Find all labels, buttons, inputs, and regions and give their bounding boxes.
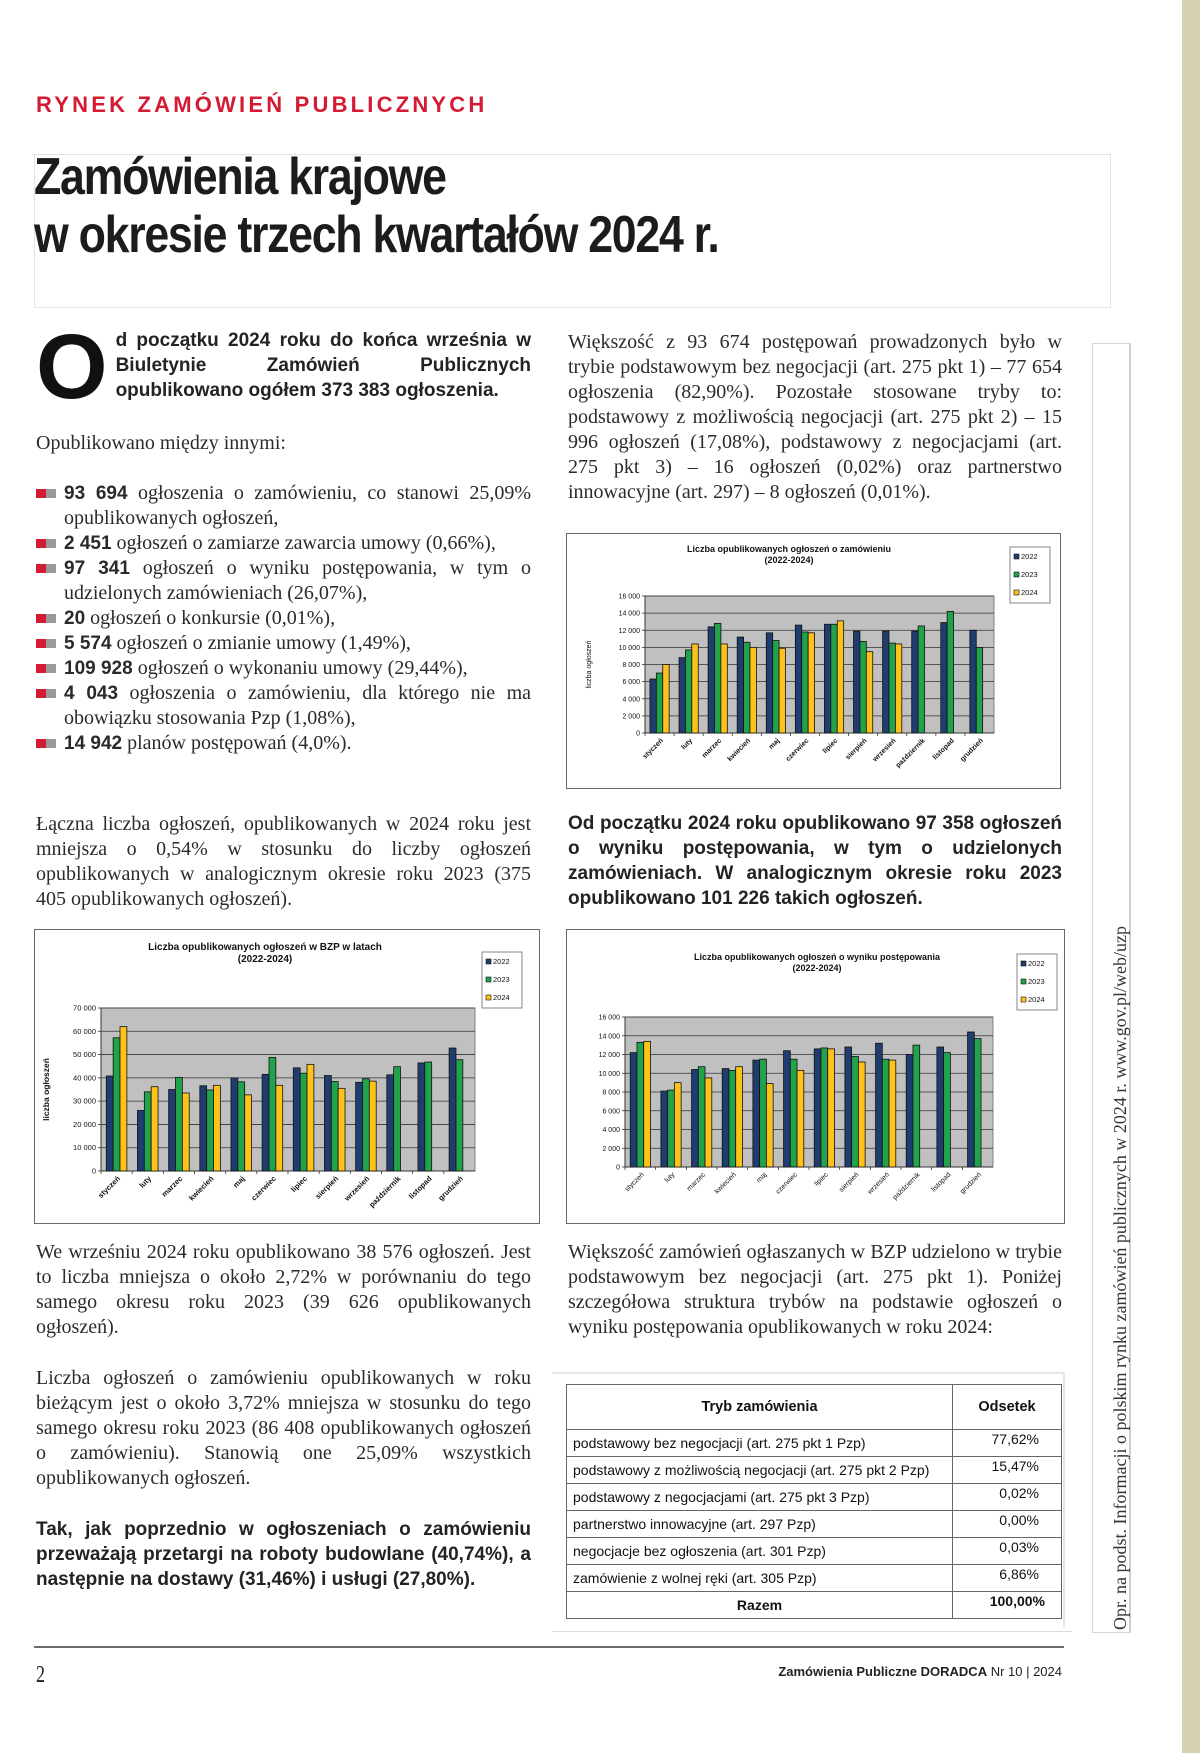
y-tick-label: 50 000: [73, 1050, 96, 1060]
bar-2023-listopad: [944, 1053, 951, 1167]
bar-2023-lipiec: [821, 1048, 828, 1167]
x-tick-label: styczeń: [96, 1174, 122, 1200]
bar-2022-październik: [906, 1055, 913, 1168]
bar-2024-maj: [245, 1095, 252, 1171]
issue-number: Nr 10 | 2024: [987, 1664, 1062, 1679]
x-tick-label: lipiec: [289, 1174, 309, 1194]
x-tick-label: styczeń: [624, 1171, 646, 1194]
x-tick-label: styczeń: [641, 737, 665, 761]
legend-label: 2023: [1021, 570, 1038, 579]
table-row: [567, 1511, 1062, 1538]
y-axis-label: liczba ogłoszeń: [41, 1058, 51, 1121]
bar-2023-kwiecień: [744, 642, 750, 733]
bar-2022-marzec: [708, 627, 714, 733]
bar-2022-luty: [137, 1110, 144, 1171]
y-tick-label: 2 000: [602, 1145, 620, 1153]
bar-2023-październik: [913, 1045, 920, 1167]
legend-label: 2022: [1028, 959, 1045, 968]
y-tick-label: 0: [636, 730, 640, 738]
y-axis-label: liczba ogłoszeń: [586, 640, 593, 689]
x-tick-label: czerwiec: [249, 1174, 278, 1203]
chart-subtitle: (2022-2024): [237, 954, 293, 965]
chart-title: Liczba opublikowanych ogłoszeń o zamówieniu: [686, 544, 892, 554]
footer-rule: [34, 1646, 1064, 1648]
bar-2023-sierpień: [331, 1082, 338, 1171]
x-tick-label: listopad: [931, 737, 956, 762]
bar-2023-maj: [773, 641, 779, 733]
bar-2024-marzec: [705, 1078, 712, 1167]
legend-label: 2022: [493, 957, 510, 966]
procurement-mode-table: [566, 1384, 1062, 1619]
mode-cell: podstawowy z możliwością negocjacji (art. 275 pkt 2 Pzp): [567, 1457, 953, 1484]
stat-number: 5 574: [64, 633, 112, 654]
y-tick-label: 10 000: [618, 644, 640, 652]
bar-2023-październik: [918, 626, 924, 733]
table-row: [567, 1430, 1062, 1457]
bar-2023-październik: [394, 1067, 401, 1171]
bar-2022-lipiec: [814, 1049, 821, 1167]
x-tick-label: lipiec: [821, 737, 840, 756]
bar-2023-maj: [760, 1059, 767, 1167]
y-tick-label: 0: [616, 1164, 620, 1172]
y-tick-label: 0: [91, 1166, 96, 1176]
x-tick-label: wrzesień: [866, 1171, 892, 1196]
chart-subtitle: (2022-2024): [792, 963, 842, 973]
drop-cap: O: [36, 316, 108, 418]
page-edge-strip: [1182, 0, 1200, 1753]
table-row: [567, 1457, 1062, 1484]
bar-2024-luty: [151, 1087, 158, 1171]
bar-2022-kwiecień: [737, 637, 743, 733]
bar-2022-wrzesień: [356, 1082, 363, 1171]
stat-description: ogłoszeń o konkursie (0,01%),: [85, 607, 336, 629]
bar-2023-czerwiec: [790, 1059, 797, 1167]
bar-2022-marzec: [692, 1070, 699, 1168]
y-tick-label: 12 000: [598, 1052, 620, 1059]
x-tick-label: maj: [231, 1174, 247, 1190]
bar-2023-marzec: [715, 623, 721, 733]
bar-2024-styczeń: [644, 1041, 651, 1167]
x-tick-label: luty: [663, 1171, 677, 1185]
bar-2024-marzec: [721, 644, 727, 733]
bar-2023-luty: [668, 1090, 675, 1167]
y-tick-label: 6 000: [622, 679, 640, 687]
bar-2023-wrzesień: [362, 1079, 369, 1171]
legend-label: 2023: [493, 975, 510, 984]
bar-2024-styczeń: [120, 1027, 127, 1171]
x-tick-label: luty: [680, 737, 695, 752]
bar-2022-październik: [387, 1075, 394, 1171]
x-tick-label: maj: [767, 737, 782, 751]
legend-label: 2022: [1021, 552, 1038, 561]
bar-2024-sierpień: [866, 652, 872, 733]
x-tick-label: luty: [137, 1174, 154, 1190]
page-number: 2: [36, 1662, 45, 1688]
y-tick-label: 12 000: [618, 627, 640, 635]
legend-swatch-2023: [1021, 979, 1026, 984]
header-mode: Tryb zamówienia: [567, 1385, 953, 1430]
bullet-square-icon: [36, 539, 56, 548]
legend-label: 2024: [493, 993, 510, 1002]
x-tick-label: marzec: [685, 1171, 708, 1193]
stat-description: ogłoszeń o wykonaniu umowy (29,44%),: [132, 657, 468, 679]
x-tick-label: sierpień: [313, 1174, 341, 1201]
x-tick-label: wrzesień: [871, 737, 898, 764]
bar-2024-czerwiec: [808, 633, 814, 733]
stat-list-item: [36, 731, 531, 756]
bar-2023-kwiecień: [207, 1090, 214, 1171]
x-tick-label: grudzień: [436, 1174, 465, 1203]
chart-wyniki: [566, 929, 1065, 1224]
bar-2023-czerwiec: [802, 632, 808, 733]
bar-2022-styczeń: [106, 1076, 113, 1171]
september-paragraph: We wrześniu 2024 roku opublikowano 38 576 ogłoszeń. Jest to liczba mniejsza o około 2,72% w porównaniu do tego samego okresu roku 2023 (39 626 opublikowanych ogłoszeń).: [36, 1241, 531, 1338]
stat-list-item: [36, 481, 531, 531]
bar-2022-luty: [661, 1091, 668, 1167]
y-tick-label: 4 000: [602, 1127, 620, 1134]
bar-2023-lipiec: [300, 1073, 307, 1171]
bar-2024-wrzesień: [895, 644, 901, 733]
x-tick-label: czerwiec: [784, 737, 811, 764]
bar-2023-kwiecień: [729, 1070, 736, 1167]
mode-cell: podstawowy bez negocjacji (art. 275 pkt 1 Pzp): [567, 1430, 953, 1457]
chart-bzp: [34, 929, 540, 1224]
share-cell: 0,00%: [953, 1511, 1062, 1538]
y-tick-label: 4 000: [622, 696, 640, 704]
stat-list-item: [36, 531, 531, 556]
bar-2023-sierpień: [852, 1056, 859, 1167]
bar-2022-lipiec: [293, 1068, 300, 1171]
bar-2024-maj: [766, 1084, 773, 1167]
bar-2023-wrzesień: [882, 1059, 889, 1167]
title-line-2: w okresie trzech kwartałów 2024 r.: [34, 206, 719, 264]
table-total-row: [567, 1592, 1062, 1619]
mode-cell: negocjacje bez ogłoszenia (art. 301 Pzp): [567, 1538, 953, 1565]
bar-2024-luty: [674, 1083, 681, 1167]
bar-2023-listopad: [425, 1062, 432, 1171]
bullet-square-icon: [36, 689, 56, 698]
bullet-square-icon: [36, 614, 56, 623]
bar-2024-lipiec: [307, 1064, 314, 1171]
stat-list-item: [36, 656, 531, 681]
bar-2024-kwiecień: [214, 1085, 221, 1171]
bar-2022-czerwiec: [262, 1074, 269, 1171]
y-tick-label: 6 000: [602, 1108, 620, 1116]
bar-2024-czerwiec: [276, 1085, 283, 1171]
section-kicker: RYNEK ZAMÓWIEŃ PUBLICZNYCH: [36, 92, 488, 117]
intro-text: Opublikowano między innymi:: [36, 432, 286, 454]
bold-summary-paragraph: Tak, jak poprzednio w ogłoszeniach o zamówieniu przeważają przetargi na roboty budowlane (40,74%), a następnie na dostawy (31,46%) i usługi (27,80%).: [36, 1519, 531, 1590]
y-tick-label: 20 000: [73, 1119, 96, 1129]
stat-number: 14 942: [64, 733, 123, 754]
x-tick-label: grudzień: [959, 1171, 984, 1196]
x-tick-label: październik: [367, 1174, 403, 1210]
bar-2022-czerwiec: [784, 1051, 791, 1167]
stat-number: 109 928: [64, 658, 133, 679]
bullet-square-icon: [36, 664, 56, 673]
table-row: [567, 1484, 1062, 1511]
bar-2022-maj: [766, 633, 772, 733]
table-header-row: [567, 1385, 1062, 1430]
mode-cell: podstawowy z negocjacjami (art. 275 pkt 3 Pzp): [567, 1484, 953, 1511]
bar-2024-styczeń: [663, 665, 669, 734]
share-cell: 15,47%: [953, 1457, 1062, 1484]
bar-2022-sierpień: [845, 1047, 852, 1167]
mode-cell: zamówienie z wolnej ręki (art. 305 Pzp): [567, 1565, 953, 1592]
bar-2024-wrzesień: [369, 1081, 376, 1171]
bar-2023-styczeń: [113, 1038, 120, 1171]
chart-title: Liczba opublikowanych ogłoszeń o wyniku postępowania: [693, 952, 941, 962]
bar-2022-sierpień: [324, 1076, 331, 1171]
bar-2024-kwiecień: [750, 647, 756, 733]
legend-swatch-2022: [1014, 554, 1019, 559]
source-note: Opr. na podst. Informacji o polskim rynku zamówień publicznych w 2024 r. www.gov.pl/web/uzp: [1110, 925, 1130, 1630]
y-tick-label: 16 000: [598, 1014, 620, 1022]
stat-list-item: [36, 631, 531, 656]
bar-2022-czerwiec: [795, 625, 801, 733]
y-tick-label: 60 000: [73, 1026, 96, 1036]
legend-label: 2023: [1028, 977, 1045, 986]
x-tick-label: marzec: [701, 737, 724, 760]
bar-2022-styczeń: [650, 679, 656, 733]
bar-2023-maj: [238, 1082, 245, 1171]
chart-subtitle: (2022-2024): [764, 555, 814, 565]
divider: [552, 1631, 1072, 1632]
bar-2024-sierpień: [858, 1062, 865, 1167]
bar-2023-czerwiec: [269, 1057, 276, 1171]
stat-description: ogłoszeń o zmianie umowy (1,49%),: [111, 632, 411, 654]
legend-label: 2024: [1028, 995, 1045, 1004]
bar-2022-sierpień: [854, 631, 860, 733]
legend-swatch-2024: [1021, 997, 1026, 1002]
bullet-square-icon: [36, 564, 56, 573]
x-tick-label: wrzesień: [342, 1174, 372, 1203]
x-tick-label: październik: [891, 1171, 922, 1202]
x-tick-label: marzec: [159, 1174, 185, 1199]
bar-2023-luty: [685, 650, 691, 733]
bar-2022-kwiecień: [722, 1069, 729, 1167]
stat-number: 2 451: [64, 533, 112, 554]
y-tick-label: 8 000: [602, 1089, 620, 1097]
x-tick-label: grudzień: [959, 737, 985, 764]
bar-2024-maj: [779, 648, 785, 733]
y-tick-label: 16 000: [618, 593, 640, 601]
x-tick-label: czerwiec: [774, 1171, 800, 1196]
bar-2022-listopad: [418, 1063, 425, 1171]
stat-description: planów postępowań (4,0%).: [122, 732, 352, 754]
share-cell: 0,03%: [953, 1538, 1062, 1565]
y-tick-label: 30 000: [73, 1096, 96, 1106]
bar-2024-wrzesień: [889, 1060, 896, 1167]
bar-2023-lipiec: [831, 624, 837, 733]
bar-2024-luty: [692, 644, 698, 733]
x-tick-label: kwiecień: [726, 737, 753, 764]
legend-swatch-2022: [486, 959, 491, 964]
stat-number: 93 694: [64, 483, 128, 504]
total-paragraph: Łączna liczba ogłoszeń, opublikowanych w 2024 roku jest mniejsza o 0,54% w stosunku do liczby ogłoszeń opublikowanych w analogicznym okresie roku 2023 (375 405 opublikowanych ogłoszeń).: [36, 813, 531, 910]
bar-2022-lipiec: [824, 624, 830, 733]
x-tick-label: listopad: [406, 1174, 434, 1201]
legend-swatch-2023: [486, 977, 491, 982]
magazine-name: Zamówienia Publiczne DORADCA: [778, 1664, 988, 1679]
bar-2022-styczeń: [630, 1053, 637, 1167]
bar-2023-marzec: [175, 1077, 182, 1171]
x-tick-label: lipiec: [813, 1171, 830, 1188]
bar-2022-grudzień: [970, 630, 976, 733]
stat-description: ogłoszeń o wyniku postępowania, w tym o udzielonych zamówieniach (26,07%),: [64, 557, 531, 604]
bar-2022-luty: [679, 658, 685, 733]
bar-2023-marzec: [698, 1067, 705, 1167]
bar-2022-listopad: [941, 623, 947, 733]
stat-description: ogłoszenia o zamówieniu, dla którego nie ma obowiązku stosowania Pzp (1,08%),: [64, 682, 532, 729]
bar-2024-lipiec: [828, 1049, 835, 1167]
article-title: [34, 148, 718, 264]
share-cell: 77,62%: [953, 1430, 1062, 1457]
total-value: 100,00%: [953, 1592, 1062, 1619]
bar-2022-grudzień: [449, 1048, 456, 1171]
bar-2023-styczeń: [637, 1042, 644, 1167]
x-tick-label: kwiecień: [187, 1174, 216, 1203]
legend-swatch-2023: [1014, 572, 1019, 577]
bar-2023-grudzień: [976, 647, 982, 733]
bullet-square-icon: [36, 639, 56, 648]
bar-2024-kwiecień: [736, 1067, 743, 1167]
stat-number: 97 341: [64, 558, 130, 579]
y-tick-label: 14 000: [598, 1033, 620, 1041]
bullet-square-icon: [36, 739, 56, 748]
stat-description: ogłoszenia o zamówieniu, co stanowi 25,09% opublikowanych ogłoszeń,: [64, 482, 531, 529]
legend-swatch-2022: [1021, 961, 1026, 966]
chart-zamowienia: [566, 533, 1061, 789]
bar-2024-lipiec: [837, 621, 843, 733]
bar-2022-wrzesień: [883, 631, 889, 733]
x-tick-label: sierpień: [838, 1171, 861, 1194]
x-tick-label: maj: [755, 1171, 769, 1185]
bar-2022-kwiecień: [200, 1086, 207, 1171]
table-row: [567, 1538, 1062, 1565]
lead-paragraph: [36, 316, 531, 418]
bar-2022-maj: [231, 1078, 238, 1171]
stat-list-item: [36, 681, 531, 731]
stats-list: [36, 481, 531, 756]
x-tick-label: listopad: [930, 1171, 953, 1194]
stat-description: ogłoszeń o zamiarze zawarcia umowy (0,66%),: [111, 532, 496, 554]
x-tick-label: kwiecień: [713, 1171, 738, 1196]
bar-2024-sierpień: [338, 1088, 345, 1171]
legend-label: 2024: [1021, 588, 1038, 597]
y-tick-label: 10 000: [73, 1143, 96, 1153]
bar-2023-grudzień: [974, 1039, 981, 1167]
bar-2023-wrzesień: [889, 643, 895, 733]
legend-swatch-2024: [1014, 590, 1019, 595]
share-cell: 6,86%: [953, 1565, 1062, 1592]
bullet-square-icon: [36, 489, 56, 498]
chart-title: Liczba opublikowanych ogłoszeń w BZP w latach: [148, 942, 382, 953]
y-tick-label: 10 000: [598, 1070, 620, 1078]
bar-2022-grudzień: [968, 1032, 975, 1167]
bar-2024-czerwiec: [797, 1070, 804, 1167]
lead-text: d początku 2024 roku do końca września w Biuletynie Zamówień Publicznych opublikowano ogółem 373 383 ogłoszenia.: [115, 330, 531, 401]
bar-2023-sierpień: [860, 641, 866, 733]
bar-2022-październik: [912, 631, 918, 733]
y-tick-label: 8 000: [622, 662, 640, 669]
y-tick-label: 2 000: [622, 713, 640, 721]
bar-2024-marzec: [182, 1093, 189, 1171]
header-share: Odsetek: [953, 1385, 1062, 1430]
bar-2023-grudzień: [456, 1060, 463, 1171]
stat-number: 4 043: [64, 683, 119, 704]
total-label: Razem: [567, 1592, 953, 1619]
stat-list-item: [36, 556, 531, 606]
title-line-1: Zamówienia krajowe: [34, 148, 446, 206]
orders-paragraph: Liczba ogłoszeń o zamówieniu opublikowanych w roku bieżącym jest o około 3,72% mniejsza w stosunku do tego samego okresu roku 2023 (86 408 opublikowanych ogłoszeń o zamówieniu). Stanowią one 25,09% wszystkich opublikowanych ogłoszeń.: [36, 1367, 531, 1489]
modes-paragraph: Większość z 93 674 postępowań prowadzonych było w trybie podstawowym bez negocjacji (art. 275 pkt 1) – 77 654 ogłoszenia (82,90%). Pozostałe stosowane tryby to: podstawowy z możliwością negocjacji (art. 275 pkt 2) – 15 996 ogłoszeń (17,08%), podstawowy z negocjacjami (art. 275 pkt 3) – 16 ogłoszeń (0,02%) oraz partnerstwo innowacyjne (art. 297) – 8 ogłoszeń (0,01%).: [568, 331, 1062, 503]
bar-2022-listopad: [937, 1047, 944, 1167]
bar-2023-luty: [144, 1092, 151, 1171]
bar-2022-marzec: [169, 1090, 176, 1172]
table-intro-paragraph: Większość zamówień ogłaszanych w BZP udzielono w trybie podstawowym bez negocjacji (art. 275 pkt 1). Poniżej szczegółowa struktura trybów na podstawie ogłoszeń o wyniku postępowania opublikowanych w roku 2024:: [568, 1241, 1062, 1338]
footer-magazine: [778, 1664, 1062, 1679]
bar-2022-wrzesień: [876, 1043, 883, 1167]
mode-cell: partnerstwo innowacyjne (art. 297 Pzp): [567, 1511, 953, 1538]
bar-2022-maj: [753, 1060, 760, 1167]
y-tick-label: 40 000: [73, 1073, 96, 1083]
share-cell: 0,02%: [953, 1484, 1062, 1511]
y-tick-label: 14 000: [618, 610, 640, 618]
bar-2023-styczeń: [656, 673, 662, 733]
x-tick-label: sierpień: [844, 737, 869, 762]
results-bold-paragraph: Od początku 2024 roku opublikowano 97 358 ogłoszeń o wyniku postępowania, w tym o udzielonych zamówieniach. W analogicznym okresie roku 2023 opublikowano 101 226 takich ogłoszeń.: [568, 813, 1062, 909]
table-row: [567, 1565, 1062, 1592]
x-tick-label: październik: [894, 737, 927, 770]
legend-swatch-2024: [486, 995, 491, 1000]
y-tick-label: 70 000: [73, 1003, 96, 1013]
stat-list-item: [36, 606, 531, 631]
stat-number: 20: [64, 608, 86, 629]
bar-2023-listopad: [947, 611, 953, 733]
